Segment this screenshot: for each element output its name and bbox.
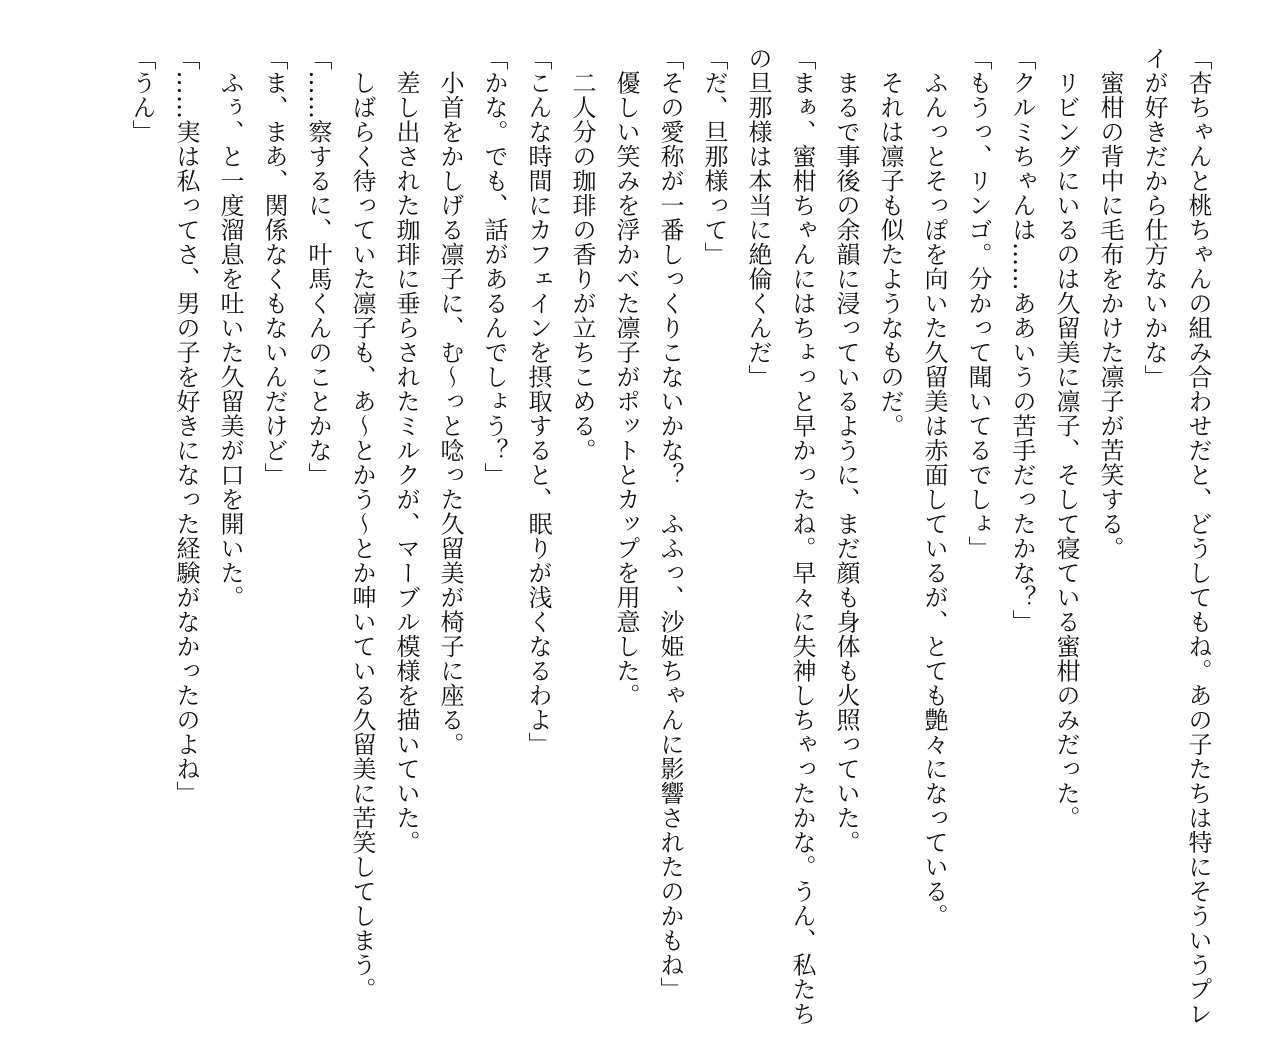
text-line: 「まぁ、蜜柑ちゃんにはちょっと早かったね。早々に失神しちゃったかな。うん、私たちの旦那様は本当に絶倫くんだ」 — [744, 46, 816, 1026]
text-line: 差し出された珈琲に垂らされたミルクが、マーブル模様を描いていた。 — [392, 46, 420, 855]
text-line: 「……実は私ってさ、男の子を好きになった経験がなかったのよね」 — [172, 46, 200, 806]
text-line: 小首をかしげる凛子に、む～っと唸った久留美が椅子に座る。 — [436, 46, 464, 757]
text-line: 「……察するに、叶馬くんのことかな」 — [304, 46, 332, 487]
text-line: 優しい笑みを浮かべた凛子がポットとカップを用意した。 — [612, 46, 640, 708]
text-line: 「こんな時間にカフェインを摂取すると、眠りが浅くなるわよ」 — [524, 46, 552, 757]
text-line: 「杏ちゃんと桃ちゃんの組み合わせだと、どうしてもね。あの子たちは特にそういうプレイが好きだから仕方ないかな」 — [1140, 46, 1212, 1026]
text-line: ふんっとそっぽを向いた久留美は赤面しているが、とても艶々になっている。 — [920, 46, 948, 928]
text-line: 「クルミちゃんは……ああいうの苦手だったかな？」 — [1008, 46, 1036, 634]
text-line: 「ま、まあ、関係なくもないんだけど」 — [260, 46, 288, 487]
text-line: 蜜柑の背中に毛布をかけた凛子が苦笑する。 — [1096, 46, 1124, 561]
text-line: 二人分の珈琲の香りが立ちこめる。 — [568, 46, 596, 463]
text-line: 「かな。でも、話があるんでしょう？」 — [480, 46, 508, 487]
text-line: 「うん」 — [128, 46, 156, 144]
text-line: まるで事後の余韻に浸っているように、まだ顔も身体も火照っていた。 — [832, 46, 860, 855]
text-line: ふぅ、と一度溜息を吐いた久留美が口を開いた。 — [216, 46, 244, 610]
text-line: 「だ、旦那様って」 — [700, 46, 728, 267]
text-line: 「もうっ、リンゴ。分かって聞いてるでしょ」 — [964, 46, 992, 561]
text-line: リビングにいるのは久留美に凛子、そして寝ている蜜柑のみだった。 — [1052, 46, 1080, 830]
text-line: 「その愛称が一番しっくりこないかな？ ふふっ、沙姫ちゃんに影響されたのかもね」 — [656, 46, 684, 1002]
vertical-text-body — [120, 46, 1220, 1026]
text-line: しばらく待っていた凛子も、あ～とかう～とか呻いている久留美に苦笑してしまう。 — [348, 46, 376, 1002]
text-line: それは凛子も似たようなものだ。 — [876, 46, 904, 438]
